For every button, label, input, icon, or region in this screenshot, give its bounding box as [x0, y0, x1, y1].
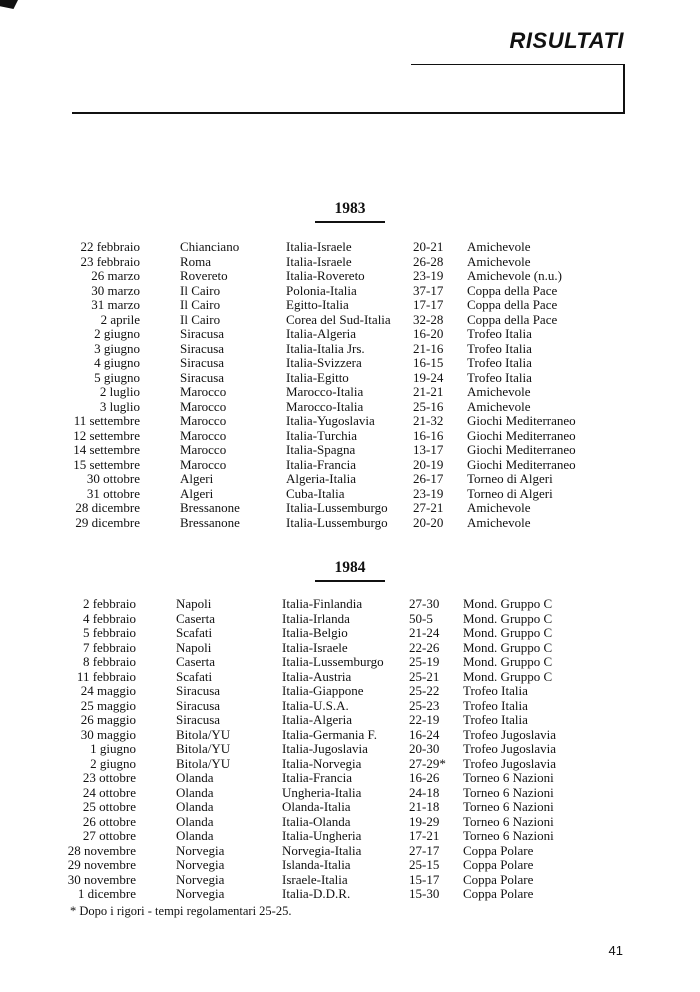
match-competition: Giochi Mediterraneo: [467, 456, 576, 472]
match-competition: Mond. Gruppo C: [463, 639, 553, 655]
match-competition: Trofeo Jugoslavia: [463, 741, 557, 756]
match-date: 1 giugno: [90, 741, 136, 756]
match-competition: Amichevole: [467, 239, 531, 254]
match-competition: Giochi Mediterraneo: [467, 413, 576, 428]
match-score: 22-19: [409, 712, 440, 727]
match-competition: Mond. Gruppo C: [463, 610, 553, 626]
match-city: Algeri: [180, 471, 214, 486]
match-score: 25-19: [409, 654, 440, 669]
match-date: 24 ottobre: [82, 784, 136, 800]
result-row: [0, 269, 700, 284]
match-teams: Italia-Egitto: [286, 369, 349, 385]
result-row: [0, 612, 700, 627]
match-date: 27 ottobre: [82, 828, 136, 843]
year-underline: [315, 580, 385, 582]
match-competition: Amichevole: [467, 398, 531, 414]
match-competition: Torneo 6 Nazioni: [463, 784, 554, 800]
match-date: 25 maggio: [80, 697, 136, 713]
result-row: [0, 487, 700, 502]
page-heading: RISULTATI: [509, 28, 624, 53]
result-row: [0, 800, 700, 815]
match-teams: Italia-Giappone: [282, 683, 364, 698]
match-competition: Amichevole: [467, 384, 531, 399]
match-score: 17-17: [413, 297, 444, 312]
match-city: Olanda: [176, 784, 214, 800]
match-competition: Mond. Gruppo C: [463, 668, 553, 684]
match-score: 27-17: [409, 842, 440, 858]
match-city: Marocco: [180, 384, 227, 399]
match-city: Norvegia: [176, 842, 225, 858]
match-competition: Trofeo Italia: [467, 340, 532, 356]
match-competition: Trofeo Italia: [467, 326, 532, 341]
match-score: 19-29: [409, 813, 440, 829]
match-teams: Marocco-Italia: [286, 398, 364, 414]
result-row: [0, 771, 700, 786]
match-date: 11 settembre: [73, 413, 140, 428]
result-row: [0, 684, 700, 699]
year-underline: [315, 221, 385, 223]
match-city: Roma: [180, 253, 212, 269]
match-competition: Amichevole: [467, 514, 531, 530]
result-row: [0, 240, 700, 255]
match-teams: Algeria-Italia: [286, 471, 357, 486]
match-city: Olanda: [176, 828, 214, 843]
match-competition: Amichevole (n.u.): [467, 268, 562, 283]
match-city: Siracusa: [180, 369, 225, 385]
match-score: 27-30: [409, 596, 440, 611]
match-date: 23 febbraio: [80, 253, 140, 269]
result-row: [0, 655, 700, 670]
match-city: Siracusa: [180, 326, 225, 341]
match-score: 50-5: [409, 610, 433, 626]
match-score: 20-19: [413, 456, 444, 472]
match-score: 21-21: [413, 384, 444, 399]
match-date: 26 ottobre: [82, 813, 136, 829]
match-date: 30 novembre: [67, 871, 136, 887]
match-city: Olanda: [176, 770, 214, 785]
match-teams: Islanda-Italia: [282, 857, 351, 872]
match-date: 31 ottobre: [86, 485, 140, 501]
match-score: 15-17: [409, 871, 440, 887]
match-city: Caserta: [176, 654, 215, 669]
result-row: [0, 858, 700, 873]
result-row: [0, 501, 700, 516]
year-heading-1984: [0, 559, 700, 582]
match-teams: Cuba-Italia: [286, 485, 345, 501]
match-teams: Italia-Algeria: [282, 712, 353, 727]
result-row: [0, 284, 700, 299]
match-competition: Torneo 6 Nazioni: [463, 813, 554, 829]
match-city: Bressanone: [180, 500, 240, 515]
match-teams: Ungheria-Italia: [282, 784, 362, 800]
match-date: 2 giugno: [90, 755, 136, 771]
match-teams: Corea del Sud-Italia: [286, 311, 391, 327]
match-teams: Italia-Lussemburgo: [286, 500, 388, 515]
match-competition: Coppa della Pace: [467, 282, 558, 298]
match-score: 20-21: [413, 239, 444, 254]
match-score: 19-24: [413, 369, 444, 385]
match-city: Marocco: [180, 398, 227, 414]
match-score: 13-17: [413, 442, 444, 457]
result-row: [0, 472, 700, 487]
result-row: [0, 400, 700, 415]
match-score: 21-16: [413, 340, 444, 356]
match-competition: Coppa della Pace: [467, 297, 558, 312]
match-date: 30 marzo: [91, 282, 140, 298]
year-label: 1983: [334, 200, 366, 217]
match-score: 23-19: [413, 268, 444, 283]
match-score: 37-17: [413, 282, 444, 298]
result-row: [0, 385, 700, 400]
match-competition: Trofeo Italia: [467, 355, 532, 370]
match-date: 29 novembre: [67, 857, 136, 872]
match-city: Chianciano: [180, 239, 240, 254]
result-row: [0, 815, 700, 830]
match-city: Scafati: [176, 625, 213, 640]
match-teams: Italia-Francia: [286, 456, 357, 472]
result-row: [0, 414, 700, 429]
match-teams: Italia-Israele: [286, 253, 352, 269]
match-date: 3 giugno: [94, 340, 140, 356]
match-score: 20-20: [413, 514, 444, 530]
match-city: Il Cairo: [180, 297, 221, 312]
match-competition: Coppa Polare: [463, 886, 534, 901]
match-score: 25-15: [409, 857, 440, 872]
match-teams: Italia-Irlanda: [282, 610, 350, 626]
match-score: 25-22: [409, 683, 440, 698]
match-city: Caserta: [176, 610, 215, 626]
match-competition: Amichevole: [467, 253, 531, 269]
match-teams: Italia-Algeria: [286, 326, 357, 341]
match-competition: Giochi Mediterraneo: [467, 442, 576, 457]
match-teams: Italia-Finlandia: [282, 596, 363, 611]
result-row: [0, 641, 700, 656]
match-score: 17-21: [409, 828, 440, 843]
match-teams: Norvegia-Italia: [282, 842, 362, 858]
match-teams: Marocco-Italia: [286, 384, 364, 399]
result-row: [0, 597, 700, 612]
result-row: [0, 699, 700, 714]
match-date: 31 marzo: [91, 297, 140, 312]
match-competition: Trofeo Jugoslavia: [463, 755, 557, 771]
match-city: Olanda: [176, 799, 214, 814]
match-competition: Trofeo Italia: [463, 697, 528, 713]
results-table-1984: [0, 597, 700, 902]
corner-mark: [0, 0, 18, 9]
match-teams: Italia-Rovereto: [286, 268, 365, 283]
result-row: [0, 371, 700, 386]
match-city: Norvegia: [176, 871, 225, 887]
match-city: Siracusa: [176, 697, 221, 713]
match-date: 30 ottobre: [86, 471, 140, 486]
match-city: Marocco: [180, 456, 227, 472]
match-score: 16-24: [409, 726, 440, 742]
match-date: 2 giugno: [94, 326, 140, 341]
result-row: [0, 728, 700, 743]
result-row: [0, 844, 700, 859]
match-teams: Italia-Israele: [286, 239, 352, 254]
match-competition: Mond. Gruppo C: [463, 625, 553, 640]
result-row: [0, 342, 700, 357]
match-score: 24-18: [409, 784, 440, 800]
match-score: 16-26: [409, 770, 440, 785]
match-city: Il Cairo: [180, 311, 221, 327]
result-row: [0, 516, 700, 531]
match-teams: Italia-U.S.A.: [282, 697, 349, 713]
match-competition: Coppa Polare: [463, 857, 534, 872]
result-row: [0, 887, 700, 902]
match-city: Napoli: [176, 596, 212, 611]
match-competition: Coppa Polare: [463, 842, 534, 858]
match-teams: Italia-Spagna: [286, 442, 356, 457]
page-number: 41: [608, 943, 623, 958]
match-teams: Israele-Italia: [282, 871, 348, 887]
result-row: [0, 255, 700, 270]
match-city: Bitola/YU: [176, 741, 231, 756]
match-competition: Torneo 6 Nazioni: [463, 828, 554, 843]
result-row: [0, 443, 700, 458]
match-date: 2 aprile: [100, 311, 140, 327]
match-score: 21-32: [413, 413, 444, 428]
match-date: 22 febbraio: [80, 239, 140, 254]
match-teams: Italia-Francia: [282, 770, 353, 785]
match-date: 28 dicembre: [75, 500, 140, 515]
match-date: 26 marzo: [91, 268, 140, 283]
match-date: 4 giugno: [94, 355, 140, 370]
match-competition: Torneo di Algeri: [467, 471, 553, 486]
match-teams: Italia-Germania F.: [282, 726, 377, 742]
match-date: 1 dicembre: [77, 886, 136, 901]
match-score: 25-21: [409, 668, 440, 684]
match-date: 8 febbraio: [82, 654, 136, 669]
match-teams: Polonia-Italia: [286, 282, 357, 298]
match-city: Siracusa: [180, 340, 225, 356]
match-competition: Coppa della Pace: [467, 311, 558, 327]
footnote: * Dopo i rigori - tempi regolamentari 25-25.: [70, 904, 292, 918]
match-score: 26-17: [413, 471, 444, 486]
match-date: 15 settembre: [73, 456, 140, 472]
match-teams: Italia-Israele: [282, 639, 348, 655]
match-date: 28 novembre: [67, 842, 136, 858]
match-score: 21-24: [409, 625, 440, 640]
header-rule-right: [623, 64, 625, 114]
result-row: [0, 313, 700, 328]
match-competition: Trofeo Jugoslavia: [463, 726, 557, 742]
result-row: [0, 829, 700, 844]
match-teams: Italia-Lussemburgo: [282, 654, 384, 669]
match-score: 26-28: [413, 253, 444, 269]
match-city: Napoli: [176, 639, 212, 655]
result-row: [0, 626, 700, 641]
match-competition: Torneo 6 Nazioni: [463, 770, 554, 785]
match-date: 30 maggio: [80, 726, 136, 742]
result-row: [0, 458, 700, 473]
match-competition: Trofeo Italia: [467, 369, 532, 385]
match-city: Il Cairo: [180, 282, 221, 298]
match-date: 14 settembre: [73, 442, 140, 457]
match-city: Olanda: [176, 813, 214, 829]
result-row: [0, 742, 700, 757]
match-score: 22-26: [409, 639, 440, 655]
match-date: 2 luglio: [99, 384, 140, 399]
match-city: Scafati: [176, 668, 213, 684]
match-score: 27-21: [413, 500, 444, 515]
match-competition: Mond. Gruppo C: [463, 596, 553, 611]
match-competition: Torneo 6 Nazioni: [463, 799, 554, 814]
match-teams: Egitto-Italia: [286, 297, 349, 312]
match-teams: Italia-D.D.R.: [282, 886, 351, 901]
match-date: 3 luglio: [99, 398, 140, 414]
header-rule-top: [411, 64, 625, 65]
match-date: 24 maggio: [80, 683, 136, 698]
match-city: Marocco: [180, 442, 227, 457]
match-score: 25-23: [409, 697, 440, 713]
header-rule-bottom: [72, 112, 624, 114]
result-row: [0, 873, 700, 888]
match-date: 7 febbraio: [82, 639, 136, 655]
match-city: Bitola/YU: [176, 755, 231, 771]
match-score: 15-30: [409, 886, 440, 901]
match-city: Norvegia: [176, 857, 225, 872]
match-date: 5 giugno: [94, 369, 140, 385]
match-city: Siracusa: [176, 683, 221, 698]
match-city: Marocco: [180, 413, 227, 428]
match-date: 29 dicembre: [75, 514, 140, 530]
match-teams: Italia-Olanda: [282, 813, 351, 829]
match-teams: Italia-Svizzera: [286, 355, 362, 370]
match-teams: Italia-Jugoslavia: [282, 741, 368, 756]
result-row: [0, 429, 700, 444]
match-city: Rovereto: [180, 268, 228, 283]
match-date: 2 febbraio: [82, 596, 136, 611]
year-label: 1984: [334, 559, 366, 576]
match-teams: Italia-Lussemburgo: [286, 514, 388, 530]
match-competition: Trofeo Italia: [463, 712, 528, 727]
result-row: [0, 298, 700, 313]
match-score: 25-16: [413, 398, 444, 414]
result-row: [0, 670, 700, 685]
match-teams: Italia-Turchia: [286, 427, 357, 443]
match-teams: Italia-Belgio: [282, 625, 348, 640]
result-row: [0, 757, 700, 772]
match-score: 16-20: [413, 326, 444, 341]
match-date: 5 febbraio: [82, 625, 136, 640]
match-date: 11 febbraio: [76, 668, 136, 684]
match-score: 27-29*: [409, 755, 446, 771]
match-city: Siracusa: [176, 712, 221, 727]
match-competition: Giochi Mediterraneo: [467, 427, 576, 443]
match-date: 23 ottobre: [82, 770, 136, 785]
match-city: Marocco: [180, 427, 227, 443]
match-date: 12 settembre: [73, 427, 140, 443]
match-date: 4 febbraio: [82, 610, 136, 626]
match-teams: Italia-Austria: [282, 668, 352, 684]
match-teams: Olanda-Italia: [282, 799, 351, 814]
match-date: 25 ottobre: [82, 799, 136, 814]
match-competition: Torneo di Algeri: [467, 485, 553, 501]
match-score: 23-19: [413, 485, 444, 501]
match-city: Bitola/YU: [176, 726, 231, 742]
match-score: 32-28: [413, 311, 444, 327]
match-score: 20-30: [409, 741, 440, 756]
match-teams: Italia-Yugoslavia: [286, 413, 375, 428]
match-city: Bressanone: [180, 514, 240, 530]
match-teams: Italia-Italia Jrs.: [286, 340, 365, 356]
match-date: 26 maggio: [80, 712, 136, 727]
match-score: 21-18: [409, 799, 440, 814]
result-row: [0, 327, 700, 342]
match-city: Norvegia: [176, 886, 225, 901]
match-score: 16-16: [413, 427, 444, 443]
year-heading-1983: [0, 200, 700, 223]
results-table-1983: [0, 240, 700, 530]
match-competition: Amichevole: [467, 500, 531, 515]
match-city: Algeri: [180, 485, 214, 501]
match-city: Siracusa: [180, 355, 225, 370]
result-row: [0, 356, 700, 371]
result-row: [0, 713, 700, 728]
match-competition: Coppa Polare: [463, 871, 534, 887]
match-competition: Mond. Gruppo C: [463, 654, 553, 669]
result-row: [0, 786, 700, 801]
match-teams: Italia-Norvegia: [282, 755, 362, 771]
match-score: 16-15: [413, 355, 444, 370]
match-competition: Trofeo Italia: [463, 683, 528, 698]
match-teams: Italia-Ungheria: [282, 828, 362, 843]
